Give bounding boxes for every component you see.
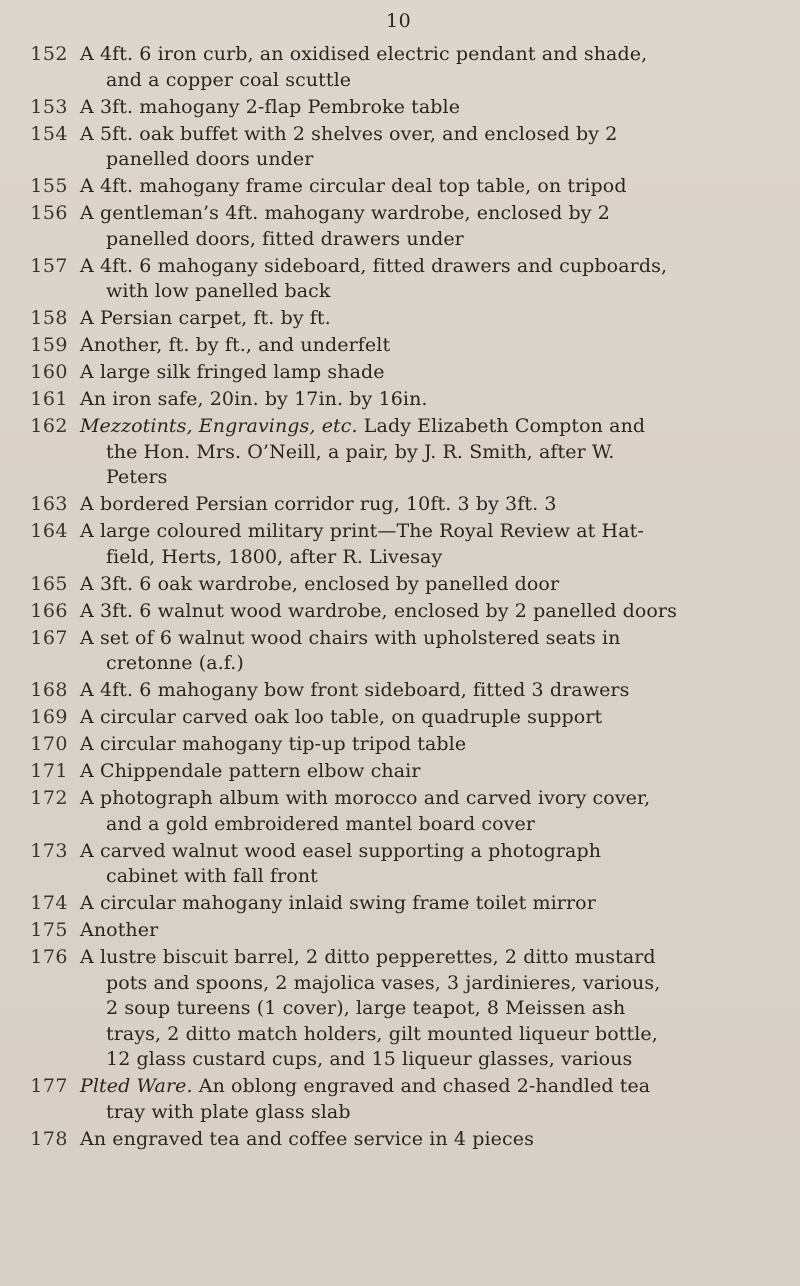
lot-description [80,891,650,917]
lot-number: 164 [30,520,68,542]
lot-entry [0,626,800,677]
lot-description-line: field, Herts, 1800, after R. Livesay [106,545,443,568]
lot-description-line: cretonne (a.f.) [106,652,244,674]
lot-description [80,333,650,359]
lot-number: 165 [30,572,68,595]
lot-number: 153 [30,95,68,118]
lot-description-line: A lustre biscuit barrel, 2 ditto pepperettes, 2 ditto mustard [80,946,656,968]
lot-entry [0,201,800,252]
lot-description [80,705,650,731]
lot-number: 169 [30,706,68,728]
lot-number: 152 [30,43,68,65]
lot-description [80,732,650,758]
lot-number: 155 [30,175,68,197]
lot-description-line: tray with plate glass slab [106,1100,351,1123]
lot-number: 174 [30,892,68,914]
lot-description [80,387,650,413]
lot-entry [0,333,800,359]
lot-number: 159 [30,334,68,356]
lot-number: 177 [30,1075,68,1097]
lot-description-line: A 3ft. 6 walnut wood wardrobe, enclosed by 2 panelled doors [80,599,677,622]
lot-description-line: Mezzotints, Engravings, etc. Lady Elizabeth Compton and [80,415,646,437]
lot-description-line: A circular mahogany inlaid swing frame toilet mirror [80,892,596,914]
lot-entry [0,732,800,758]
lot-description-line: A 4ft. mahogany frame circular deal top table, on tripod [80,175,627,197]
lot-description-line: A carved walnut wood easel supporting a photograph [80,839,602,862]
lot-description-line: A set of 6 walnut wood chairs with upholstered seats in [80,626,621,649]
lot-description-line: A 5ft. oak buffet with 2 shelves over, and enclosed by 2 [80,122,618,145]
lot-description [80,122,650,173]
lot-description [80,759,650,785]
lot-number: 160 [30,361,68,383]
lot-description-line: An iron safe, 20in. by 17in. by 16in. [80,388,428,410]
lot-description [80,42,650,93]
lot-description-line: with low panelled back [106,280,331,302]
lot-entry [0,492,800,518]
lot-entry [0,387,800,413]
lot-entry [0,95,800,121]
lot-description [80,678,650,704]
lot-description-line: A 4ft. 6 mahogany sideboard, fitted drawers and cupboards, [80,254,668,277]
lot-description-line: A large coloured military print—The Royal Review at Hat- [80,520,644,542]
lot-entry [0,306,800,332]
lot-number: 156 [30,202,68,224]
lot-number: 161 [30,388,68,410]
lot-entry [0,122,800,173]
lot-description [80,254,668,305]
lot-description-line: 12 glass custard cups, and 15 liqueur glasses, various [106,1048,633,1070]
lot-description-line: A bordered Persian corridor rug, 10ft. 3 by 3ft. 3 [80,493,557,515]
lot-number: 176 [30,946,68,968]
lot-entry [0,678,800,704]
lot-entry [0,1074,800,1125]
lot-description-line: 2 soup tureens (1 cover), large teapot, 8 Meissen ash [106,997,626,1019]
lot-description-line: panelled doors, fitted drawers under [106,227,464,250]
lot-description [80,599,677,625]
lot-description-line: A 4ft. 6 iron curb, an oxidised electric pendant and shade, [80,43,648,65]
lot-number: 166 [30,599,68,622]
lot-number: 175 [30,919,68,941]
lot-description-line: A Persian carpet, ft. by ft. [80,307,331,329]
lot-entry [0,572,800,598]
lot-entry [0,891,800,917]
lot-entry [0,174,800,200]
lot-entry [0,918,800,944]
lot-description [80,492,650,518]
lot-entry [0,705,800,731]
lot-description-line: Plted Ware. An oblong engraved and chased 2-handled tea [80,1075,651,1097]
lot-description-line: A 3ft. mahogany 2-flap Pembroke table [80,95,461,118]
lot-description-line: Another [80,919,159,941]
lot-description [80,918,650,944]
lot-description-line: A circular carved oak loo table, on quadruple support [80,706,603,728]
lot-description-line: pots and spoons, 2 majolica vases, 3 jardinieres, various, [106,971,661,994]
lot-number: 167 [30,626,68,649]
lot-description [80,1127,650,1153]
lot-description-line: A gentleman’s 4ft. mahogany wardrobe, enclosed by 2 [80,202,610,224]
lot-number: 157 [30,254,68,277]
lot-description-line: An engraved tea and coffee service in 4 pieces [80,1127,534,1150]
lot-number: 172 [30,787,68,809]
lot-number: 171 [30,760,68,782]
lot-description [80,360,650,386]
lot-entry [0,945,800,1073]
lot-entry [0,414,800,491]
lot-number: 158 [30,307,68,329]
lot-description-line: A 4ft. 6 mahogany bow front sideboard, fitted 3 drawers [80,679,630,701]
lot-description [80,306,650,332]
lot-number: 163 [30,493,68,515]
lot-description-line: A circular mahogany tip-up tripod table [80,733,467,755]
lot-entry [0,759,800,785]
lot-entry [0,360,800,386]
lot-number: 173 [30,839,68,862]
lot-description [80,174,650,200]
lot-description-line: A 3ft. 6 oak wardrobe, enclosed by panelled door [80,572,560,595]
lot-description-line: Peters [106,466,168,488]
lot-description-line: trays, 2 ditto match holders, gilt mounted liqueur bottle, [106,1022,658,1045]
lot-entry [0,839,800,890]
lot-description [80,201,650,252]
lot-entry [0,599,800,625]
lot-description-line: and a gold embroidered mantel board cover [106,812,536,835]
lot-description [80,572,650,598]
lot-entry [0,786,800,837]
lot-entry [0,1127,800,1153]
lot-description [80,519,650,570]
lot-description-line: A Chippendale pattern elbow chair [80,760,421,782]
lot-description [80,945,661,1073]
lot-description-line: the Hon. Mrs. O’Neill, a pair, by J. R. Smith, after W. [106,440,615,463]
lot-description-line: and a copper coal scuttle [106,68,352,91]
lot-description-line: Another, ft. by ft., and underfelt [80,334,391,356]
lot-description [80,839,650,890]
lot-description [80,414,650,491]
lot-description [80,626,650,677]
lot-description-line: panelled doors under [106,148,314,170]
lot-description-line: A large silk fringed lamp shade [80,361,385,383]
lot-description [80,1074,650,1125]
lot-number: 168 [30,679,68,701]
lot-description [80,786,650,837]
lot-number: 178 [30,1127,68,1150]
lot-list [0,42,800,1154]
lot-description [80,95,650,121]
lot-number: 162 [30,415,68,437]
lot-entry [0,519,800,570]
lot-description-line: cabinet with fall front [106,865,318,887]
lot-description-line: A photograph album with morocco and carved ivory cover, [80,787,651,809]
lot-number: 170 [30,733,68,755]
lot-entry [0,42,800,93]
page-number: 10 [386,10,412,32]
lot-number: 154 [30,122,68,145]
lot-entry [0,254,800,305]
